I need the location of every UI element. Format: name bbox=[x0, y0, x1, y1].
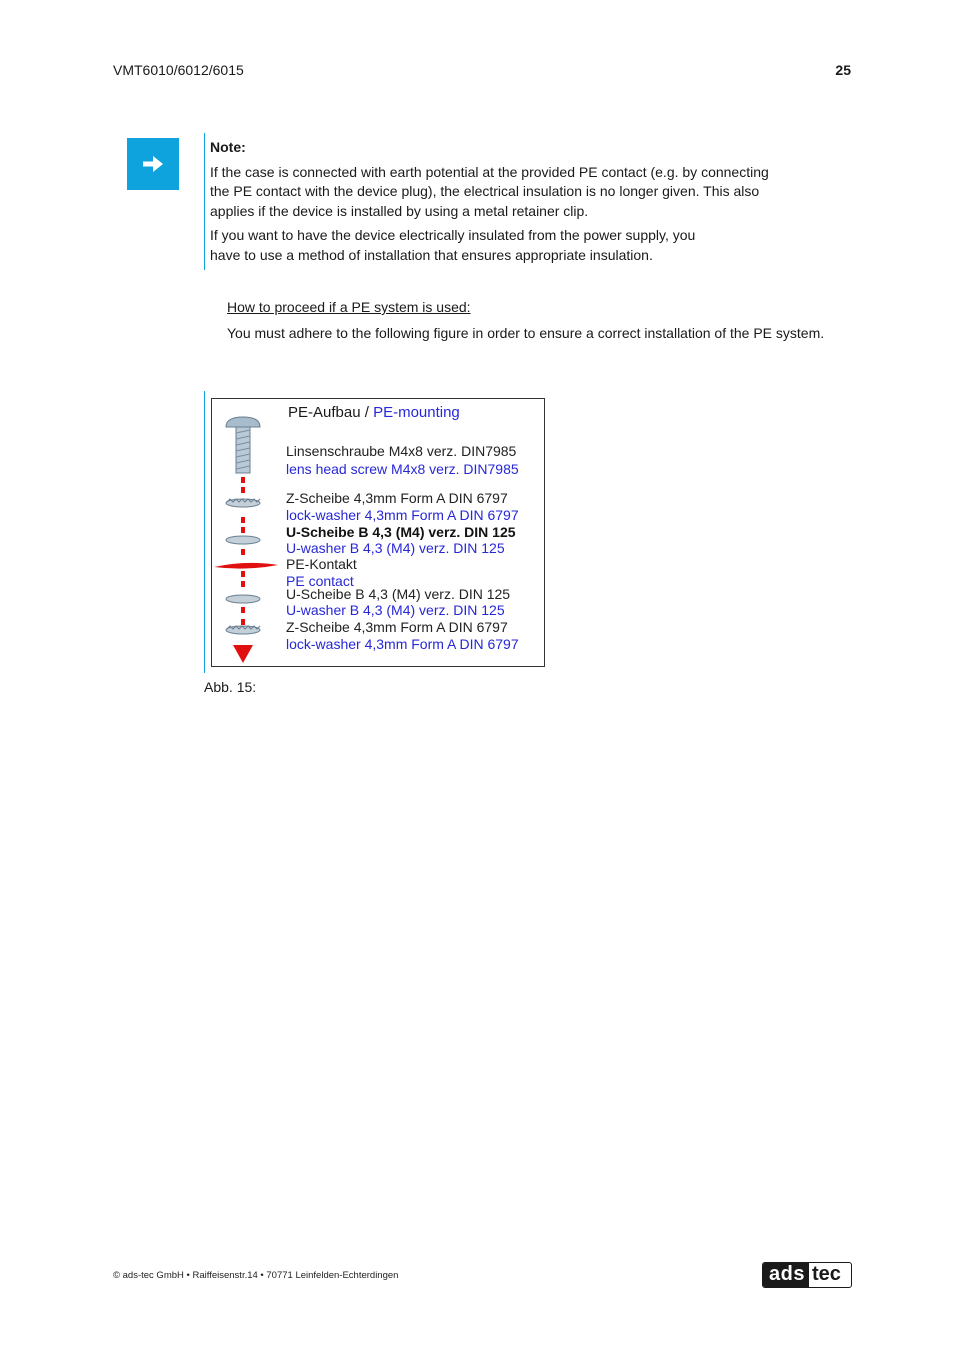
figure-title-separator: / bbox=[360, 404, 374, 421]
figure-label: lens head screw M4x8 verz. DIN7985 bbox=[286, 461, 519, 477]
arrow-right-icon bbox=[140, 151, 166, 177]
flat-washer-icon bbox=[226, 595, 260, 603]
arrow-down-icon bbox=[233, 645, 253, 663]
figure-title bbox=[288, 404, 460, 421]
figure-label: lock-washer 4,3mm Form A DIN 6797 bbox=[286, 507, 519, 523]
figure-label: Z-Scheibe 4,3mm Form A DIN 6797 bbox=[286, 619, 508, 635]
screw-icon bbox=[226, 417, 260, 473]
lock-washer-icon bbox=[226, 499, 260, 507]
pe-contact-icon bbox=[214, 563, 278, 569]
logo-tec: tec bbox=[809, 1263, 844, 1287]
note-block bbox=[210, 138, 830, 270]
figure-label: U-Scheibe B 4,3 (M4) verz. DIN 125 bbox=[286, 524, 516, 540]
logo-ads: ads bbox=[763, 1263, 809, 1287]
note-line: If the case is connected with earth potential at the provided PE contact (e.g. by connecting bbox=[210, 163, 769, 180]
flat-washer-icon bbox=[226, 536, 260, 544]
figure-title-de: PE-Aufbau bbox=[288, 404, 361, 421]
note-paragraph-1 bbox=[210, 163, 830, 222]
figure-label: U-Scheibe B 4,3 (M4) verz. DIN 125 bbox=[286, 586, 511, 602]
figure-label: Linsenschraube M4x8 verz. DIN7985 bbox=[286, 443, 517, 459]
figure-label: lock-washer 4,3mm Form A DIN 6797 bbox=[286, 636, 519, 652]
pe-mounting-figure bbox=[211, 398, 545, 667]
note-divider bbox=[204, 133, 205, 270]
pe-stack-illustration bbox=[212, 399, 286, 666]
figure-label: U-washer B 4,3 (M4) verz. DIN 125 bbox=[286, 540, 505, 556]
footer-address: © ads-tec GmbH • Raiffeisenstr.14 • 70771 Leinfelden-Echterdingen bbox=[113, 1270, 399, 1281]
section-heading: How to proceed if a PE system is used: bbox=[227, 299, 471, 315]
note-line: applies if the device is installed by using a metal retainer clip. bbox=[210, 202, 589, 219]
figure-label: Z-Scheibe 4,3mm Form A DIN 6797 bbox=[286, 490, 508, 506]
figure-label: PE contact bbox=[286, 573, 354, 589]
page-number: 25 bbox=[835, 62, 851, 78]
figure-label: PE-Kontakt bbox=[286, 556, 357, 572]
note-icon-box bbox=[127, 138, 179, 190]
note-line: If you want to have the device electrically insulated from the power supply, you bbox=[210, 227, 696, 243]
lock-washer-icon bbox=[226, 626, 260, 634]
note-title: Note: bbox=[210, 139, 246, 155]
note-line: have to use a method of installation that ensures appropriate insulation. bbox=[210, 246, 653, 263]
figure-caption: Abb. 15: bbox=[204, 679, 257, 695]
figure-title-en: PE-mounting bbox=[373, 404, 460, 421]
document-id: VMT6010/6012/6015 bbox=[113, 62, 244, 78]
note-line: the PE contact with the device plug), the electrical insulation is no longer given. This also bbox=[210, 183, 760, 199]
section-text: You must adhere to the following figure in order to ensure a correct installation of the PE system. bbox=[227, 325, 825, 341]
ads-tec-logo bbox=[762, 1262, 852, 1288]
note-paragraph-2 bbox=[210, 226, 830, 265]
figure-divider bbox=[204, 391, 205, 673]
figure-label: U-washer B 4,3 (M4) verz. DIN 125 bbox=[286, 602, 505, 618]
